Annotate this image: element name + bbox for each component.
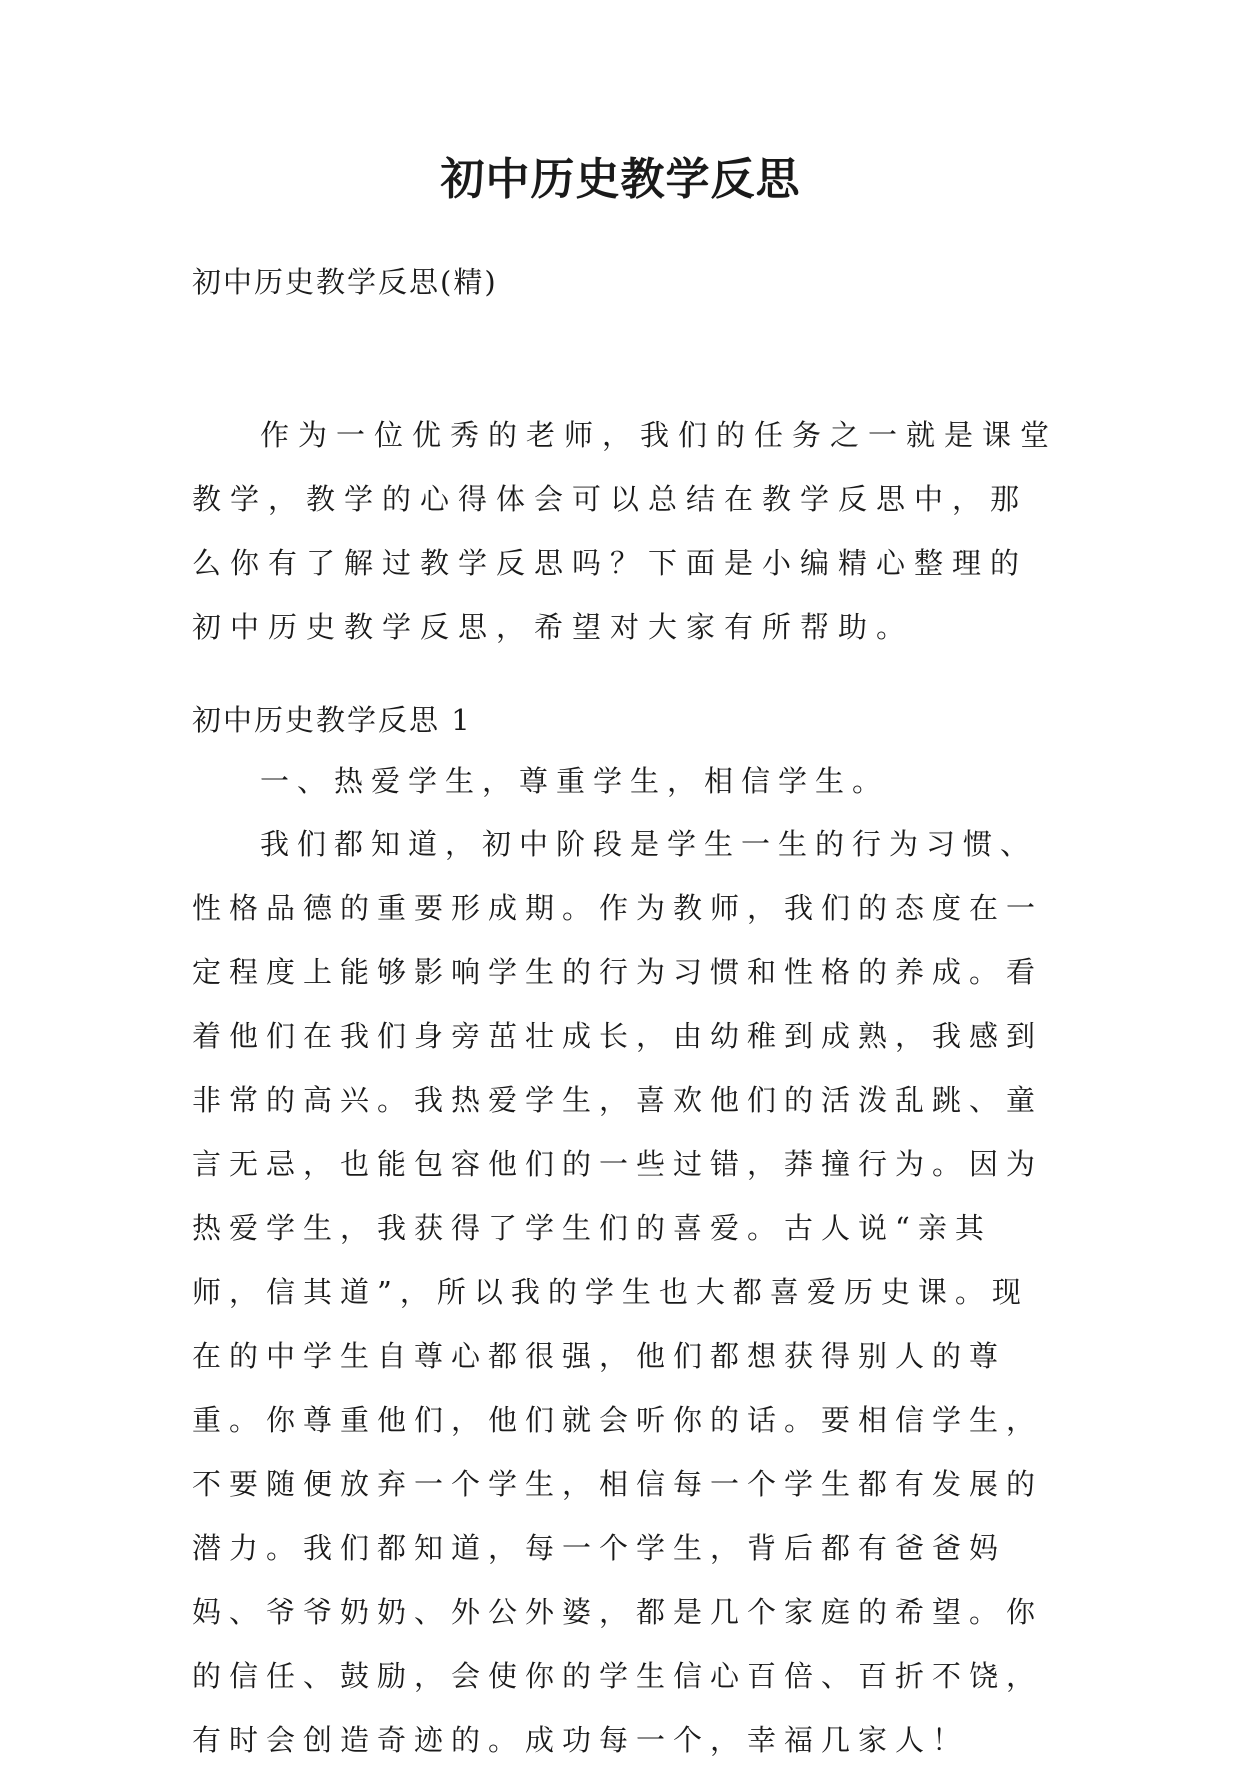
section-heading: 初中历史教学反思 1 [192, 703, 472, 737]
document-title: 初中历史教学反思 [440, 154, 801, 205]
intro-paragraph: 作为一位优秀的老师，我们的任务之一就是课堂教学，教学的心得体会可以总结在教学反思中，那么你有了解过教学反思吗？下面是小编精心整理的初中历史教学反思，希望对大家有所帮助。 [192, 418, 1059, 644]
body-paragraph: 我们都知道，初中阶段是学生一生的行为习惯、性格品德的重要形成期。作为教师，我们的态度在一定程度上能够影响学生的行为习惯和性格的养成。看着他们在我们身旁茁壮成长，由幼稚到成熟，我感到非常的高兴。我热爱学生，喜欢他们的活泼乱跳、童言无忌，也能包容他们的一些过错，莽撞行为。因为热爱学生，我获得了学生们的喜爱。古人说“亲其师，信其道”，所以我的学生也大都喜爱历史课。现在的中学生自尊心都很强，他们都想获得别人的尊重。你尊重他们，他们就会听你的话。要相信学生，不要随便放弃一个学生，相信每一个学生都有发展的潜力。我们都知道，每一个学生，背后都有爸爸妈妈、爷爷奶奶、外公外婆，都是几个家庭的希望。你的信任、鼓励，会使你的学生信心百倍、百折不饶，有时会创造奇迹的。成功每一个，幸福几家人！ [192, 827, 1044, 1757]
point-heading: 一、热爱学生，尊重学生，相信学生。 [260, 764, 890, 798]
document-subtitle: 初中历史教学反思(精) [192, 265, 498, 299]
